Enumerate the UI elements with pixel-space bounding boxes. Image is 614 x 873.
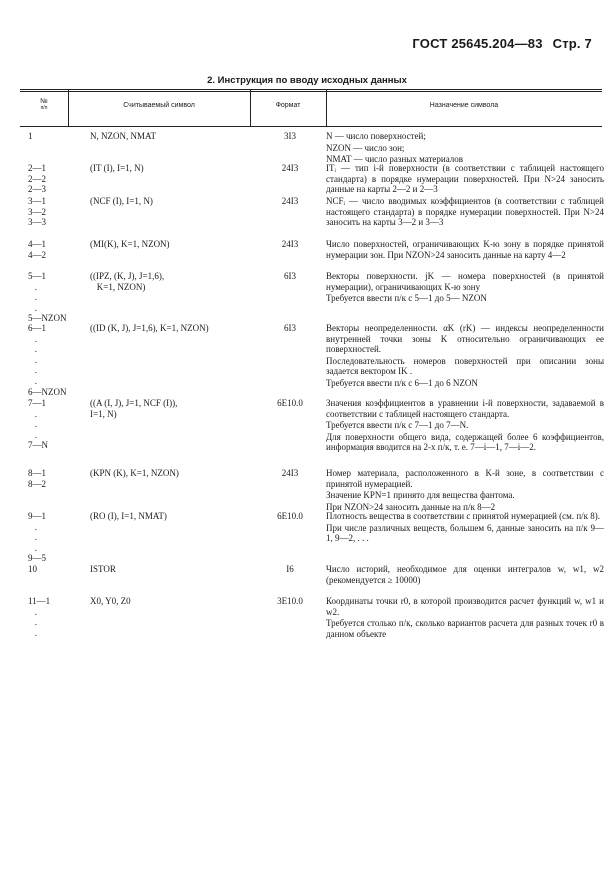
row-format: 6I3 — [284, 323, 296, 333]
row-number-line: . — [28, 375, 37, 386]
row-symbol — [90, 271, 268, 292]
row-number-line: 2—1 — [28, 163, 46, 173]
row-symbol-line: X0, Y0, Z0 — [90, 596, 131, 606]
row-number-line: 3—1 — [28, 196, 46, 206]
row-description-paragraph: NZON — число зон; — [326, 142, 405, 153]
row-format: 3I3 — [284, 131, 296, 141]
row-format: 24I3 — [281, 196, 299, 206]
row-description — [326, 239, 607, 261]
row-description-paragraph: При числе различных веществ, большем 6, данные заносить на п/к 9—1, 9—2, . . . — [326, 522, 604, 544]
row-number-line: 7—N — [28, 440, 48, 451]
row-number-line: 2—3 — [28, 184, 46, 195]
row-format: 24I3 — [281, 239, 299, 249]
row-description — [326, 163, 607, 196]
row-format: 3E10.0 — [277, 596, 303, 606]
row-symbol — [90, 196, 268, 207]
row-description-paragraph: Число поверхностей, ограничивающих K-ю зону в порядке принятой нумерации зон. При NZON>24 заносить данные на карту 4—2 — [326, 239, 607, 260]
row-symbol — [90, 398, 268, 419]
row-number — [28, 239, 96, 260]
row-description-paragraph: Плотность вещества в соответствии с принятой нумерацией (см. п/к 8). — [326, 511, 601, 521]
row-number-line: 11—1 — [28, 596, 51, 606]
row-description-paragraph: Номер материала, расположенного в K-й зоне, в соответствии с принятой нумерацией. — [326, 468, 607, 489]
row-symbol-line: ISTOR — [90, 564, 116, 574]
row-symbol — [90, 323, 268, 334]
row-description-paragraph: Координаты точки r0, в которой производится расчет функций w, w1 и w2. — [326, 596, 607, 617]
row-description — [326, 564, 607, 586]
row-format: I6 — [286, 564, 294, 574]
row-number-line: . — [28, 627, 37, 638]
row-description — [326, 271, 607, 305]
row-number-line: . — [28, 542, 37, 553]
row-description — [326, 323, 607, 390]
row-description-paragraph: Последовательность номеров поверхностей при описании зоны задается вектором IK . — [326, 355, 607, 377]
row-symbol — [90, 511, 268, 522]
row-number-line: . — [28, 617, 37, 628]
row-symbol-line: (MI(K), K=1, NZON) — [90, 239, 170, 249]
column-header-num: № п/п — [40, 98, 48, 111]
row-symbol-line: K=1, NZON) — [90, 281, 146, 292]
row-symbol — [90, 564, 268, 575]
row-format: 6I3 — [284, 271, 296, 281]
row-symbol — [90, 131, 268, 142]
row-number-line: 3—3 — [28, 217, 46, 228]
row-number-line: . — [28, 333, 37, 344]
table-header-rule — [20, 126, 602, 127]
row-number — [28, 511, 96, 564]
row-number — [28, 323, 96, 397]
row-number-line: . — [28, 606, 37, 617]
row-number-line: 9—5 — [28, 553, 46, 564]
page-number: Стр. 7 — [552, 36, 592, 51]
row-description — [326, 131, 604, 166]
row-number-line: 5—1 — [28, 271, 46, 281]
row-number — [28, 196, 96, 228]
row-number-line: 10 — [28, 564, 37, 574]
row-description — [326, 468, 607, 513]
row-number-line: 6—NZON — [28, 386, 67, 397]
row-number-line: 5—NZON — [28, 313, 67, 324]
row-number-line: 8—2 — [28, 478, 46, 489]
standard-number: ГОСТ 25645.204—83 — [412, 36, 543, 51]
row-number-line: 9—1 — [28, 511, 46, 521]
row-symbol-line: ((ID (K, J), J=1,6), K=1, NZON) — [90, 323, 209, 333]
row-symbol-line: ((IPZ, (K, J), J=1,6), — [90, 271, 165, 281]
page-header — [412, 36, 592, 51]
row-format: 24I3 — [281, 163, 299, 173]
row-number — [28, 468, 96, 489]
row-number — [28, 163, 96, 195]
row-number — [28, 564, 96, 575]
row-symbol-line: (KPN (K), K=1, NZON) — [90, 468, 179, 478]
row-description-paragraph: Векторы неопределенности. αK (rK) — индексы неопределенности внутренней точки зоны K относительно ограничивающих ее поверхностей. — [326, 323, 607, 355]
row-number-line: 2—2 — [28, 173, 46, 184]
row-number-line: 4—1 — [28, 239, 46, 249]
row-symbol-line: ((A (I, J), J=1, NCF (I)), — [90, 398, 178, 408]
row-symbol — [90, 163, 268, 174]
row-description-paragraph: Требуется ввести п/к с 5—1 до 5— NZON — [326, 293, 487, 304]
row-description-paragraph: Значение KPN=1 принято для вещества фантома. — [326, 490, 515, 501]
row-symbol — [90, 596, 268, 607]
row-format: 6E10.0 — [277, 398, 303, 408]
row-description-paragraph: NMAT — число разных материалов — [326, 154, 464, 165]
row-symbol-line: I=1, N) — [90, 408, 117, 419]
row-symbol-line: (NCF (I), I=1, N) — [90, 196, 153, 206]
row-description-paragraph: Для поверхности общего вида, содержащей более 6 коэффициентов, информация вводится на 2-х п/к, т. е. 7—i—1, 7—i—2. — [326, 431, 607, 453]
row-number-line: . — [28, 292, 37, 303]
column-header-purpose: Назначение символа — [429, 102, 499, 109]
row-description-paragraph: Требуется столько п/к, сколько вариантов расчета для разных точек r0 в данном объекте — [326, 618, 607, 639]
row-number-line: . — [28, 302, 37, 313]
row-number-line: . — [28, 521, 37, 532]
row-number-line: . — [28, 281, 37, 292]
row-symbol-line: (IT (I), I=1, N) — [90, 163, 144, 173]
table-top-rule — [20, 89, 602, 90]
row-number — [28, 596, 96, 638]
row-number-line: . — [28, 344, 37, 355]
row-number-line: . — [28, 419, 37, 430]
row-description — [326, 596, 607, 640]
row-description — [326, 511, 604, 545]
table-top-rule-double — [20, 91, 602, 92]
row-number-line: 3—2 — [28, 206, 46, 217]
row-symbol — [90, 239, 268, 250]
row-description — [326, 398, 607, 454]
row-description — [326, 196, 607, 229]
row-description-paragraph: Требуется ввести п/к с 6—1 до 6 NZON — [326, 377, 478, 388]
row-description-paragraph: ITᵢ — тип i-й поверхности (в соответствии с таблицей настоящего стандарта) в порядке нумерации поверхностей. При N>24 заносить данные на карты 2—2 и 2—3 — [326, 163, 607, 195]
column-header-symbol: Считываемый символ — [123, 102, 195, 109]
row-number-line: 8—1 — [28, 468, 46, 478]
row-symbol-line: (RO (I), I=1, NMAT) — [90, 511, 167, 521]
row-number-line: . — [28, 408, 37, 419]
row-number — [28, 131, 96, 142]
column-header-format: Формат — [275, 102, 301, 109]
row-description-paragraph: Значения коэффициентов в уравнении i-й поверхности, задаваемой в соответствии с таблицей настоящего стандарта. — [326, 398, 607, 419]
row-description-paragraph: N — число поверхностей; — [326, 131, 426, 141]
row-description-paragraph: Векторы поверхности. jK — номера поверхностей (в принятой нумерации), ограничивающих K-ю зону — [326, 271, 607, 292]
row-number-line: . — [28, 365, 37, 376]
row-description-paragraph: Число историй, необходимое для оценки интегралов w, w1, w2 (рекомендуется ≥ 10000) — [326, 564, 607, 585]
row-number-line: 6—1 — [28, 323, 46, 333]
section-title: 2. Инструкция по вводу исходных данных — [207, 75, 407, 86]
row-format: 6E10.0 — [277, 511, 303, 521]
row-description-paragraph: При NZON>24 заносить данные на п/к 8—2 — [326, 501, 496, 512]
row-description-paragraph: Требуется ввести п/к с 7—1 до 7—N. — [326, 420, 469, 431]
row-number-line: . — [28, 532, 37, 543]
row-number-line: 1 — [28, 131, 33, 141]
row-number-line: 4—2 — [28, 249, 46, 260]
row-number-line: . — [28, 354, 37, 365]
row-symbol-line: N, NZON, NMAT — [90, 131, 156, 141]
row-number — [28, 398, 96, 451]
row-symbol — [90, 468, 268, 479]
row-number-line: . — [28, 429, 37, 440]
row-description-paragraph: NCFᵢ — число вводимых коэффициентов (в соответствии с таблицей настоящего стандарта) в порядке нумерации поверхностей. При N>24 заносить на карты 3—2 и 3—3 — [326, 196, 607, 228]
row-number-line: 7—1 — [28, 398, 46, 408]
row-format: 24I3 — [281, 468, 299, 478]
row-number — [28, 271, 96, 324]
